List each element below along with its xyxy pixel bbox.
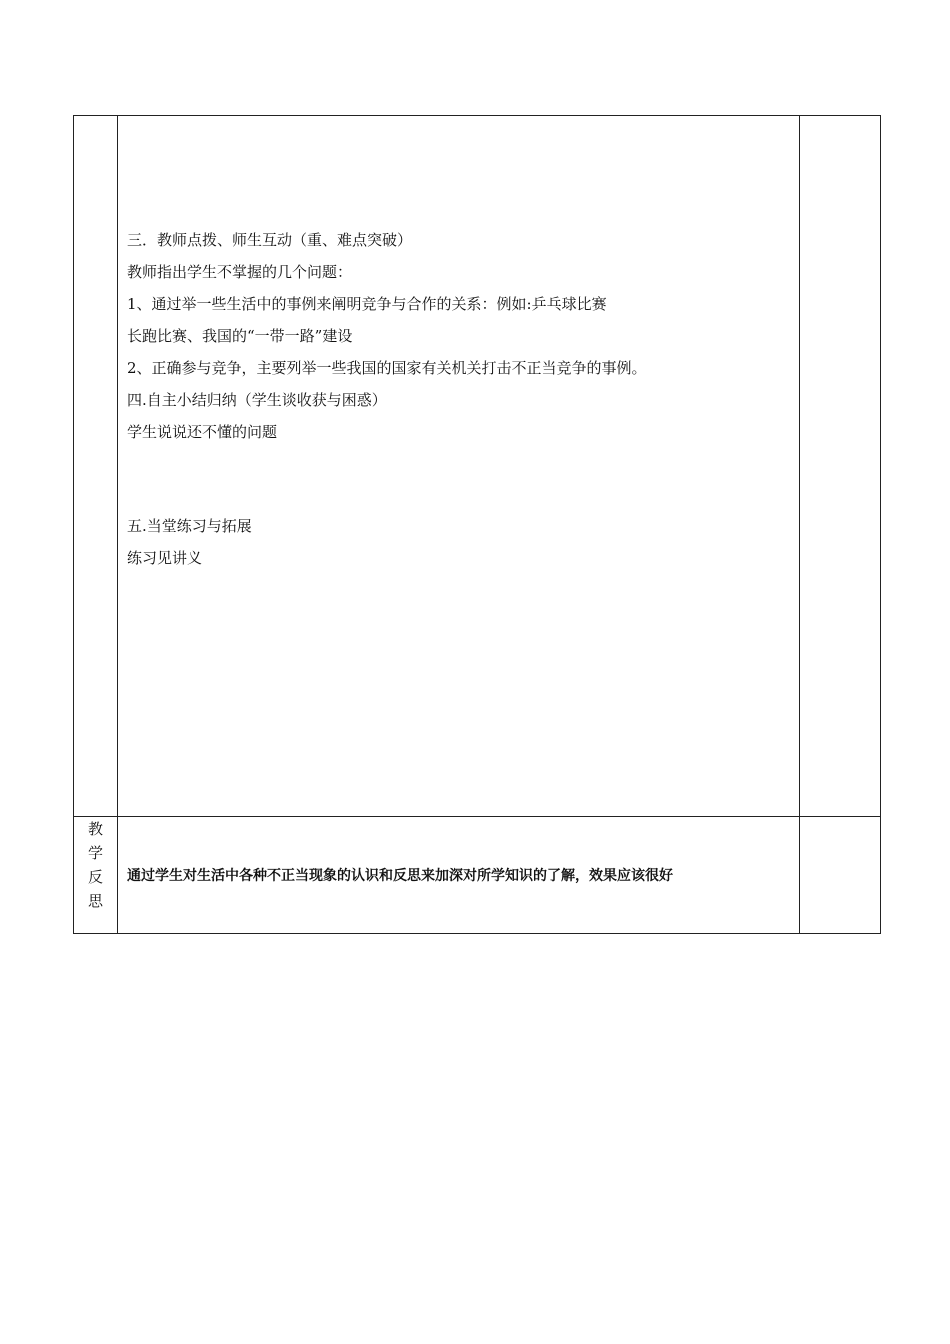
section5-title: 五.当堂练习与拓展	[127, 517, 252, 535]
teaching-process-row	[74, 116, 881, 817]
section3-title: 三．教师点拨、师生互动（重、难点突破）	[127, 231, 413, 249]
point1-text: 1、通过举一些生活中的事例来阐明竞争与合作的关系：例如:乒乓球比赛	[127, 295, 607, 313]
reflection-label-char: 教	[87, 820, 103, 838]
process-label-cell	[74, 116, 118, 817]
reflection-text: 通过学生对生活中各种不正当现象的认识和反思来加深对所学知识的了解，效果应该很好	[118, 817, 800, 934]
section3-intro: 教师指出学生不掌握的几个问题：	[127, 263, 353, 281]
reflection-notes-cell	[800, 817, 881, 934]
reflection-label-char: 思	[87, 892, 103, 910]
section4-title: 四.自主小结归纳（学生谈收获与困惑）	[127, 391, 387, 409]
reflection-label-char: 学	[87, 844, 103, 862]
point1-continuation: 长跑比赛、我国的“一带一路”建设	[127, 327, 353, 345]
teaching-reflection-row	[74, 817, 881, 934]
section5-text: 练习见讲义	[127, 549, 203, 567]
reflection-label-char: 反	[87, 868, 103, 886]
lesson-plan-table	[73, 115, 881, 934]
process-content-cell	[118, 116, 800, 817]
process-notes-cell	[800, 116, 881, 817]
section4-text: 学生说说还不懂的问题	[127, 423, 278, 441]
point2-text: 2、正确参与竞争，主要列举一些我国的国家有关机关打击不正当竞争的事例。	[127, 359, 647, 377]
reflection-label	[74, 817, 118, 934]
